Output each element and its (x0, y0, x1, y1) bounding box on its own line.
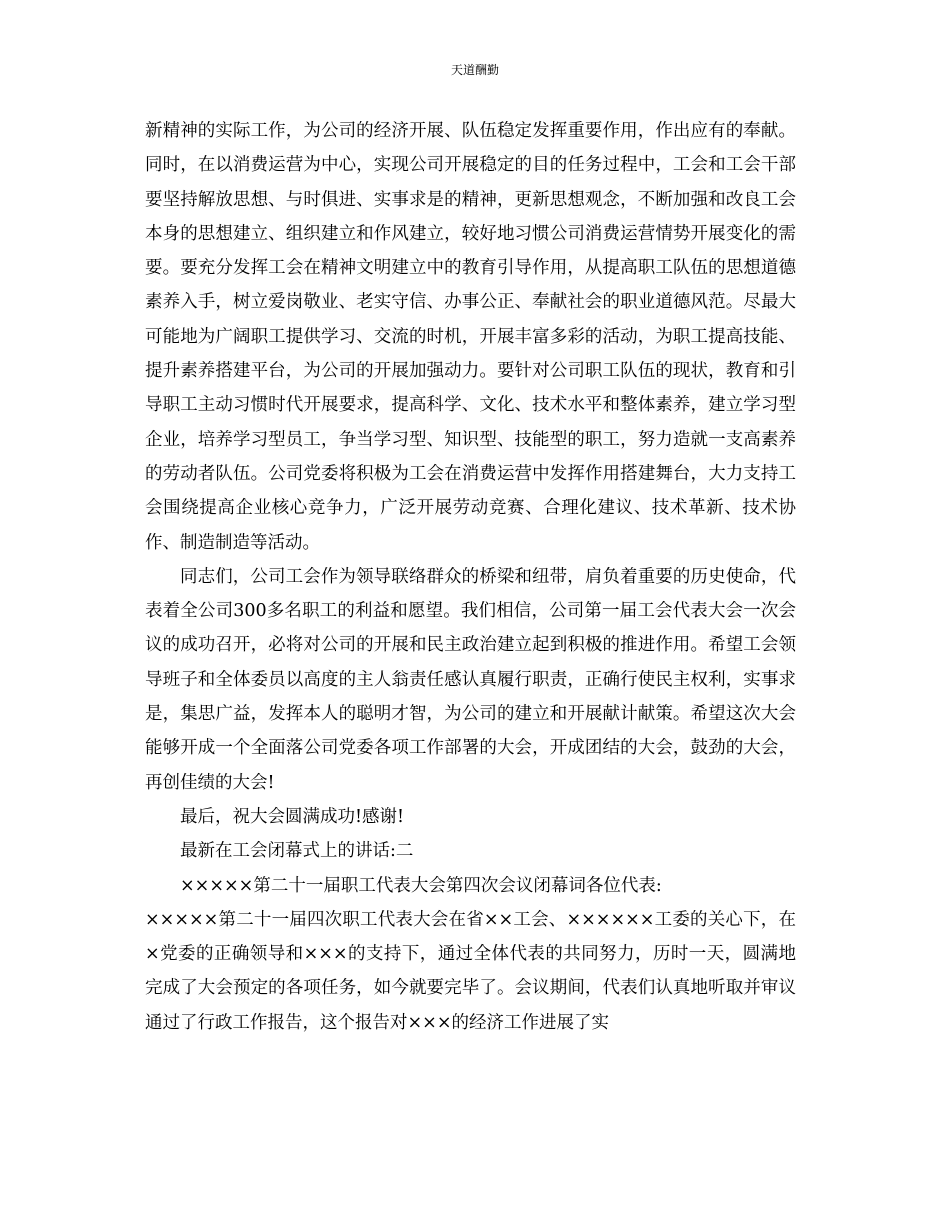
speech-title-line: ×××××第二十一届职工代表大会第四次会议闭幕词各位代表: (180, 875, 662, 896)
paragraph-closing-wish: 最后，祝大会圆满成功!感谢! (180, 806, 405, 827)
paragraph-continued: 新精神的实际工作，为公司的经济开展、队伍稳定发挥重要作用，作出应有的奉献。同时，在以消费运营为中心，实现公司开展稳定的目的任务过程中，工会和工会干部要坚持解放思想、与时俱进、实事求是的精神，更新思想观念，不断加强和改良工会本身的思想建立、组织建立和作风建立，较好地习惯公司消费运营情势开展变化的需要。要充分发挥工会在精神文明建立中的教育引导作用，从提高职工队伍的思想道德素养入手，树立爱岗敬业、老实守信、办事公正、奉献社会的职业道德风范。尽最大可能地为广阔职工提供学习、交流的时机，开展丰富多彩的活动，为职工提高技能、提升素养搭建平台，为公司的开展加强动力。要针对公司职工队伍的现状，教育和引导职工主动习惯时代开展要求，提高科学、文化、技术水平和整体素养，建立学习型企业，培养学习型员工，争当学习型、知识型、技能型的职工，努力造就一支高素养的劳动者队伍。公司党委将积极为工会在消费运营中发挥作用搭建舞台，大力支持工会围绕提高企业核心竞争力，广泛开展劳动竞赛、合理化建议、技术革新、技术协作、制造制造等活动。 (145, 121, 796, 553)
paragraph-speech-body: ×××××第二十一届四次职工代表大会在省××工会、××××××工委的关心下，在×党委的正确领导和×××的支持下，通过全体代表的共同努力，历时一天，圆满地完成了大会预定的各项任务，如今就要完毕了。会议期间，代表们认真地听取并审议通过了行政工作报告，这个报告对×××的经济工作进展了实 (145, 909, 796, 1033)
section-heading: 最新在工会闭幕式上的讲话:二 (180, 841, 414, 862)
paragraph-comrades: 同志们，公司工会作为领导联络群众的桥梁和纽带，肩负着重要的历史使命，代表着全公司300多名职工的利益和愿望。我们相信，公司第一届工会代表大会一次会议的成功召开，必将对公司的开展和民主政治建立起到积极的推进作用。希望工会领导班子和全体委员以高度的主人翁责任感认真履行职责，正确行使民主权利，实事求是，集思广益，发挥本人的聪明才智，为公司的建立和开展献计献策。希望这次大会能够开成一个全面落公司党委各项工作部署的大会，开成团结的大会，鼓劲的大会，再创佳绩的大会! (145, 566, 796, 793)
page-header: 天道酬勤 (450, 63, 499, 77)
document-body (145, 114, 796, 1040)
